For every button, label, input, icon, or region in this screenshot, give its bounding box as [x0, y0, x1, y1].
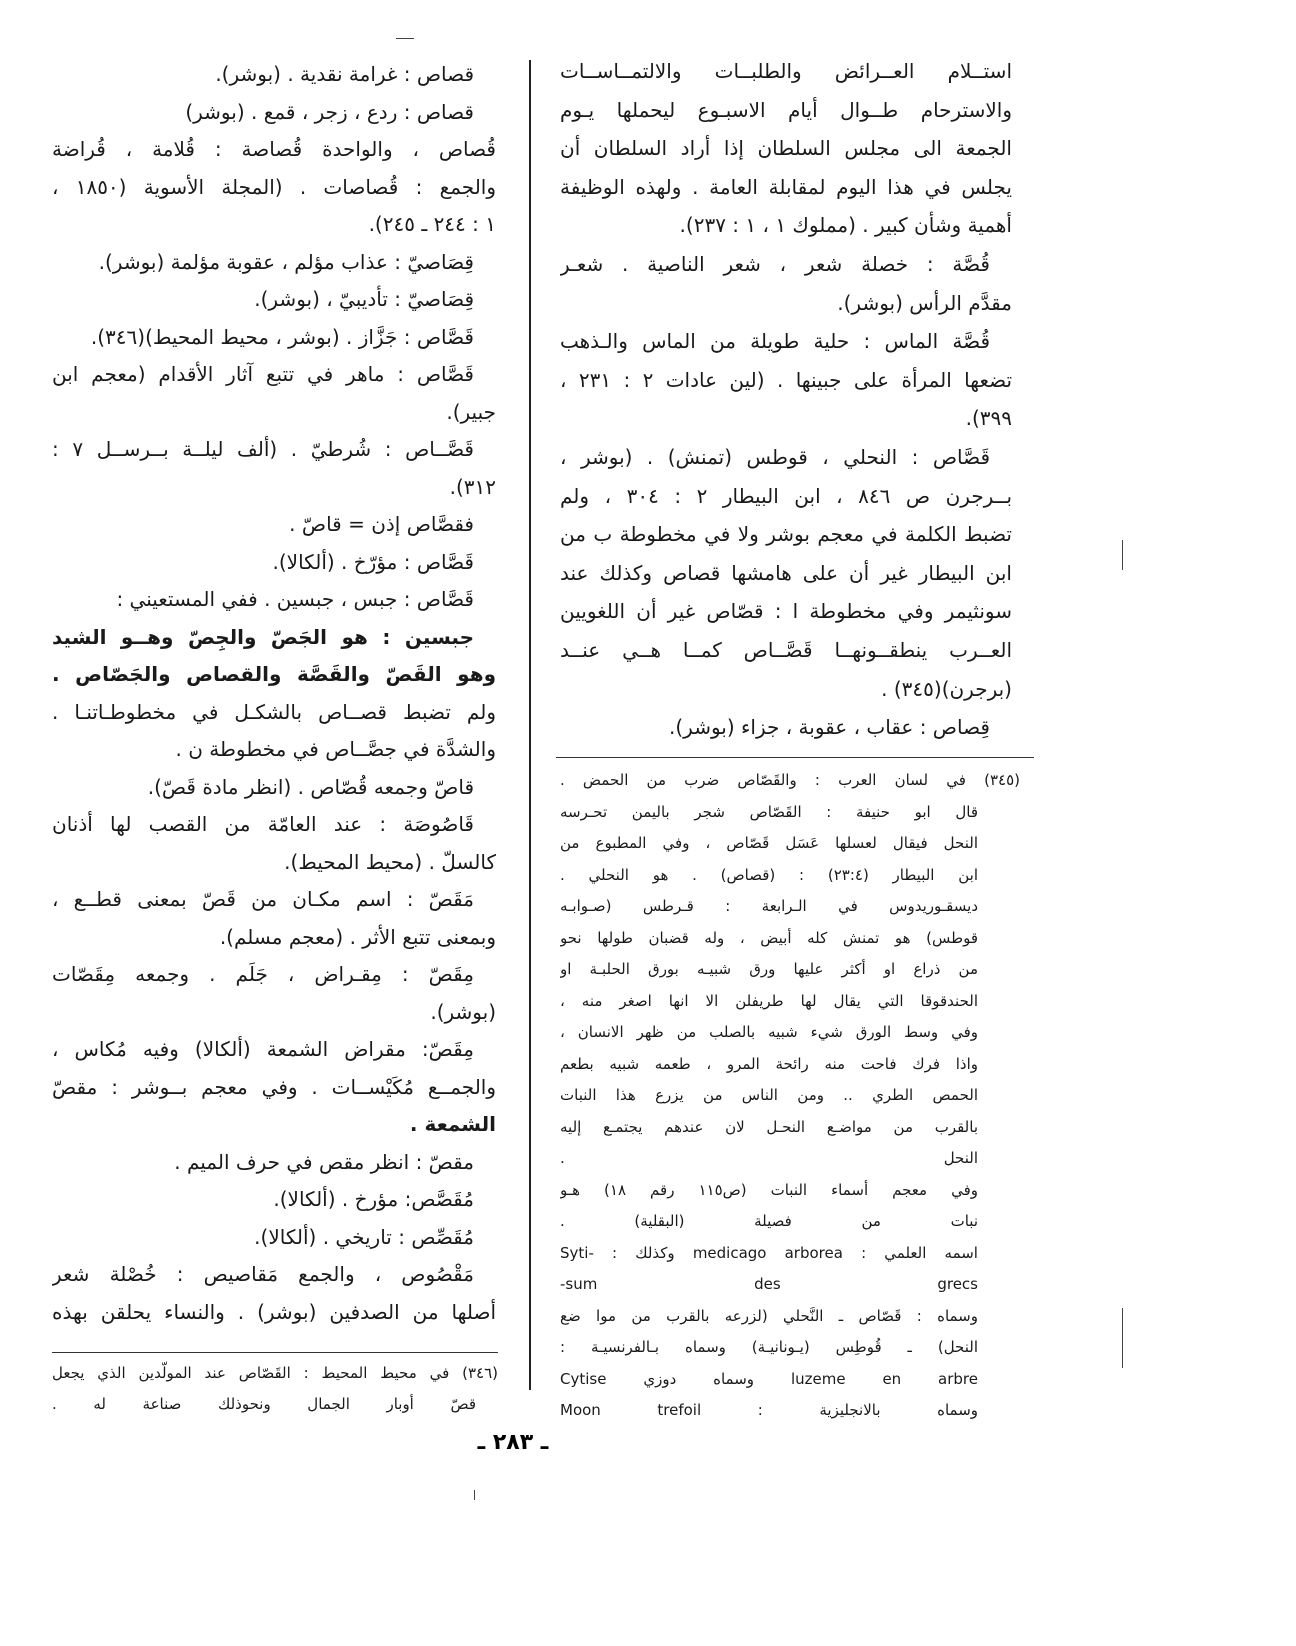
text-line: مِقَصّ : مِقـراض ، جَلَم . وجمعه مِقَصّات	[52, 962, 474, 986]
text-line: مُقَصَّص: مؤرخ . (ألكالا).	[273, 1187, 474, 1211]
text-line: والشدَّة في جصَّــاص في مخطوطة ن .	[175, 737, 496, 761]
scan-mark	[1122, 1308, 1123, 1368]
text-line: استــلام العــرائض والطلبــات والالتمــاســات	[560, 59, 1012, 83]
text-line: مَقْصُوص ، والجمع مَقاصيص : خُصْلة شعر	[52, 1262, 474, 1286]
text-line: الحندقوقا التي يقال لها طريفلن الا انها اصغر منه ،	[560, 991, 978, 1010]
text-line: النحل .	[560, 1149, 978, 1167]
text-line: جبسين : هو الجَصّ والجِصّ وهــو الشيد	[52, 624, 474, 649]
text-line: ابن البيطار (٢٣:٤) : (قصاص) . هو النحلي .	[560, 865, 978, 884]
text-line: قَصَّاص : مؤرّخ . (ألكالا).	[272, 549, 474, 574]
text-line: قوطس) هو تمنش كله أبيض ، وله قضبان طولها نحو	[560, 928, 978, 947]
text-line: والجمــع مُكَيْســات . وفي معجم بــوشر : مقصّ	[52, 1074, 496, 1099]
text-line: (برجرن)(٣٤٥) .	[881, 676, 1012, 701]
text-line: ابن البيطار غير أن على هامشها قصاص وكذلك عند	[560, 560, 1012, 585]
text-line: قصاص : ردع ، زجر ، قمع . (بوشر)	[185, 99, 474, 124]
footnote-rule-left	[52, 1352, 498, 1353]
text-line: ٣١٢).	[449, 474, 496, 499]
footnotes-right	[560, 765, 1020, 1427]
text-line: قِصَاصيّ : عذاب مؤلم ، عقوبة مؤلمة (بوشر).	[98, 249, 474, 274]
text-line: قِصاص : عقاب ، عقوبة ، جزاء (بوشر).	[669, 715, 990, 740]
text-line: الشمعة .	[409, 1112, 496, 1136]
text-line: ١ : ٢٤٤ ـ ٢٤٥).	[368, 212, 496, 236]
text-line: وفي معجم أسماء النبات (ص١١٥ رقم ١٨) هـو	[560, 1180, 978, 1199]
text-line: من ذراع او أكثر عليها ورق شبيـه بورق الحلبـة او	[560, 960, 978, 978]
text-line: قَاصُوصَة : عند العامّة من القصب لها أذنان	[52, 812, 474, 836]
text-line: ديسقـوريدوس في الـرابعة : قـرطس (صـوابـه	[560, 897, 978, 915]
scan-mark	[1122, 540, 1123, 570]
text-line: قِصَاصيّ : تأديبيّ ، (بوشر).	[254, 287, 474, 311]
text-line: (٣٤٥) في لسان العرب : والقَصّاص ضرب من الحمض .	[560, 771, 1020, 789]
text-line: وسماه بالانجليزية : Moon trefoil	[560, 1401, 979, 1419]
text-line: بالقرب من مواضـع النحـل لان عندهم يجتمـع إليه	[560, 1117, 978, 1136]
text-line: سونثيمر وفي مخطوطة ا : قصّاص غير أن اللغويين	[560, 599, 1012, 624]
text-line: والجمع : قُصاصات . (المجلة الأسوية (١٨٥٠ ،	[52, 174, 496, 199]
text-line: ولم تضبط قصــاص بالشكـل في مخطوطـاتنـا .	[52, 699, 496, 724]
text-line: يجلس في هذا اليوم لمقابلة العامة . ولهذه الوظيفة	[560, 174, 1012, 199]
text-line: اسمه العلمي : medicago arborea وكذلك : -Syti	[560, 1243, 978, 1262]
text-line: فقصَّاص إذن = قاصّ .	[289, 512, 474, 536]
text-line: مَقَصّ : اسم مكـان من قَصّ بمعنى قطــع ،	[52, 887, 474, 911]
text-line: تضعها المرأة على جبينها . (لين عادات ٢ : ٢٣١ ،	[560, 367, 1012, 392]
text-line: نبات من فصيلة (البقلية) .	[560, 1212, 978, 1230]
text-line: مقدَّم الرأس (بوشر).	[837, 290, 1012, 315]
scan-mark	[474, 1490, 475, 1500]
text-line: قال ابو حنيفة : القَصّاص شجر باليمن تحـرسه	[560, 802, 978, 821]
text-line: قُصَّة الماس : حلية طويلة من الماس والـذهب	[560, 329, 990, 354]
text-line: العــرب ينطقــونهــا قَصَّــاص كمــا هــي عنــد	[560, 637, 1012, 662]
text-line: قُصاص ، والواحدة قُصاصة : قُلامة ، قُراضة	[52, 137, 496, 161]
text-line: وبمعنى تتبع الأثر . (معجم مسلم).	[219, 924, 496, 949]
text-line: قَصَّاص : ماهر في تتبع آثار الأقدام (معجم ابن	[52, 362, 474, 386]
footnotes-left	[52, 1358, 498, 1420]
text-line: أهمية وشأن كبير . (مملوك ١ ، ١ : ٢٣٧).	[679, 213, 1012, 238]
text-line: الحمص الطري .. ومن الناس من يزرع هذا النبات	[560, 1086, 978, 1104]
text-line: قَصَّــاص : شُرطيّ . (ألف ليلــة بــرســل ٧ :	[52, 437, 474, 461]
text-line: قاصّ وجمعه قُصّاص . (انظر مادة قَصّ).	[147, 774, 474, 799]
text-line: قَصَّاص : جبس ، جبسين . ففي المستعيني :	[116, 587, 474, 611]
text-line: تضبط الكلمة في معجم بوشر ولا في مخطوطة ب من	[560, 522, 1012, 547]
text-line: جبير).	[446, 399, 496, 424]
text-line: قصّ أوبار الجمال ونحوذلك صناعة له .	[52, 1395, 476, 1413]
text-line: قصاص : غرامة نقدية . (بوشر).	[215, 62, 474, 86]
text-line: قَصَّاص : النحلي ، قوطس (تمنش) . (بوشر ،	[560, 444, 990, 469]
text-line: قُصَّة : خصلة شعر ، شعر الناصية . شعـر	[560, 251, 990, 276]
text-line: والاسترحام طــوال أيام الاسبـوع ليحملها يـوم	[560, 97, 1012, 122]
text-line: وهو القَصّ والقَصَّة والقصاص والجَصّاص .	[52, 662, 496, 686]
text-line: ٣٩٩).	[965, 406, 1012, 431]
text-line: بــرجرن ص ٨٤٦ ، ابن البيطار ٢ : ٣٠٤ ، ولم	[560, 483, 1012, 508]
text-line: مُقَصِّص : تاريخي . (ألكالا).	[254, 1224, 474, 1249]
text-line: luzeme en arbre وسماه دوزي Cytise	[560, 1369, 979, 1388]
right-text-column	[560, 52, 1012, 747]
text-line: قَصَّاص : جَزَّاز . (بوشر ، محيط المحيط)(٣٤٦).	[90, 324, 474, 349]
left-text-column	[52, 56, 496, 1331]
column-divider	[529, 60, 531, 1390]
text-line: الجمعة الى مجلس السلطان إذا أراد السلطان أن	[560, 136, 1012, 161]
text-line: أصلها من الصدفين (بوشر) . والنساء يحلقن بهذه	[52, 1299, 496, 1324]
text-line: واذا فرك فاحت منه رائحة المرو ، طعمه شبيه بطعم	[560, 1054, 978, 1073]
text-line: وفي وسط الورق شيء شبيه بالصلب من ظهر الانسان ،	[560, 1023, 978, 1041]
text-line: وسماه : قَصّاص ـ النَّحلي (لزرعه بالقرب من موا ضع	[560, 1306, 978, 1325]
text-line: النحل) ـ قُوطِس (يـونانيـة) وسماه بـالفرنسيـة :	[560, 1338, 978, 1356]
text-line: مِقَصّ: مقراض الشمعة (ألكالا) وفيه مُكاس ،	[52, 1037, 474, 1061]
text-line: (بوشر).	[430, 999, 496, 1024]
text-line: مقصّ : انظر مقص في حرف الميم .	[174, 1149, 474, 1174]
scan-mark	[396, 38, 414, 39]
page-number: ـ ٢٨٣ ـ	[477, 1430, 549, 1455]
text-line: النحل فيقال لعسلها عَسَل قَصّاص ، وفي المطبوع من	[560, 834, 978, 852]
footnote-rule-right	[556, 757, 1034, 758]
text-line: كالسلّ . (محيط المحيط).	[284, 849, 496, 874]
text-line: (٣٤٦) في محيط المحيط : القَصّاص عند المولّدين الذي يجعل	[52, 1364, 498, 1382]
text-line: sum des grecs-	[560, 1275, 978, 1293]
